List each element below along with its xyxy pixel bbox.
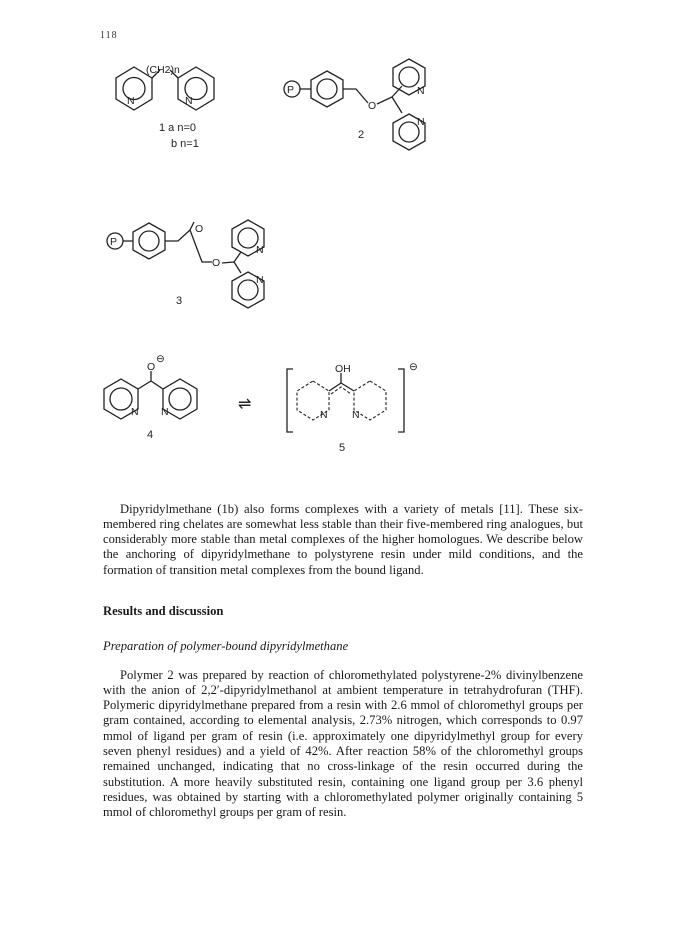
compound-1-label: 1 a n=0 xyxy=(159,122,197,134)
nitrogen-label: N xyxy=(417,116,425,128)
subsection-heading: Preparation of polymer-bound dipyridylmethane xyxy=(103,639,349,653)
compound-4-label: 4 xyxy=(147,429,154,441)
structure-5 xyxy=(287,361,418,454)
structure-1 xyxy=(116,64,214,150)
nitrogen-label: N xyxy=(127,95,135,107)
nitrogen-label: N xyxy=(417,85,425,97)
page-number: 118 xyxy=(100,30,118,41)
compound-2-label: 2 xyxy=(358,129,365,141)
negative-charge-icon: ⊖ xyxy=(156,353,165,365)
ether-oxygen-label: O xyxy=(212,257,221,269)
negative-charge-icon: ⊖ xyxy=(409,361,418,373)
polymer-label: P xyxy=(287,84,295,96)
anion-oxygen-label: O xyxy=(147,361,156,373)
nitrogen-label: N xyxy=(131,406,139,418)
structure-3 xyxy=(107,220,264,308)
structure-2 xyxy=(284,59,425,150)
compound-1b-label: b n=1 xyxy=(171,138,199,150)
compound-3-label: 3 xyxy=(176,295,183,307)
nitrogen-label: N xyxy=(320,409,328,421)
section-heading: Results and discussion xyxy=(103,604,224,618)
equilibrium-arrows-icon: ⇌ xyxy=(238,396,252,413)
nitrogen-label: N xyxy=(256,274,264,286)
oxygen-label: O xyxy=(368,100,377,112)
chain-label: (CH2)n xyxy=(146,64,180,76)
polymer-label: P xyxy=(110,236,118,248)
nitrogen-label: N xyxy=(185,95,193,107)
carbonyl-oxygen-label: O xyxy=(195,223,204,235)
nitrogen-label: N xyxy=(352,409,360,421)
results-paragraph: Polymer 2 was prepared by reaction of chloromethylated polystyrene-2% divinylbenzene with the anion of 2,2′-dipyridylmethanol at ambient temperature in tetrahydrofuran (THF). Polymeric dipyridylmethane prepared from a resin with 2.6 mmol of chloromethyl groups per gram contained, according to elemental analysis, 2.73% nitrogen, which corresponds to 0.97 mmol of ligand per gram of resin (i.e. approximately one dipyridylmethyl group for every seven phenyl residues) and a yield of 42%. After reaction 58% of the chloromethyl groups remained unchanged, indicating that no cross-linkage of the resin occurred during the substitution. A more heavily substituted resin, containing one ligand group per 3.6 phenyl residues, was obtained by starting with a chloromethylated polymer originally containing 5 mmol of chloromethyl groups per gram of resin. xyxy=(103,667,583,820)
intro-paragraph: Dipyridylmethane (1b) also forms complexes with a variety of metals [11]. These six-membered ring chelates are somewhat less stable than their five-membered ring analogues, but considerably more stable than metal complexes of the higher homologues. We describe below the anchoring of dipyridylmethane to polystyrene resin under mild conditions, and the formation of transition metal complexes from the bound ligand. xyxy=(103,501,583,577)
hydroxyl-label: OH xyxy=(335,363,351,375)
compound-5-label: 5 xyxy=(339,442,346,454)
nitrogen-label: N xyxy=(161,406,169,418)
nitrogen-label: N xyxy=(256,244,264,256)
structure-4 xyxy=(104,353,197,441)
